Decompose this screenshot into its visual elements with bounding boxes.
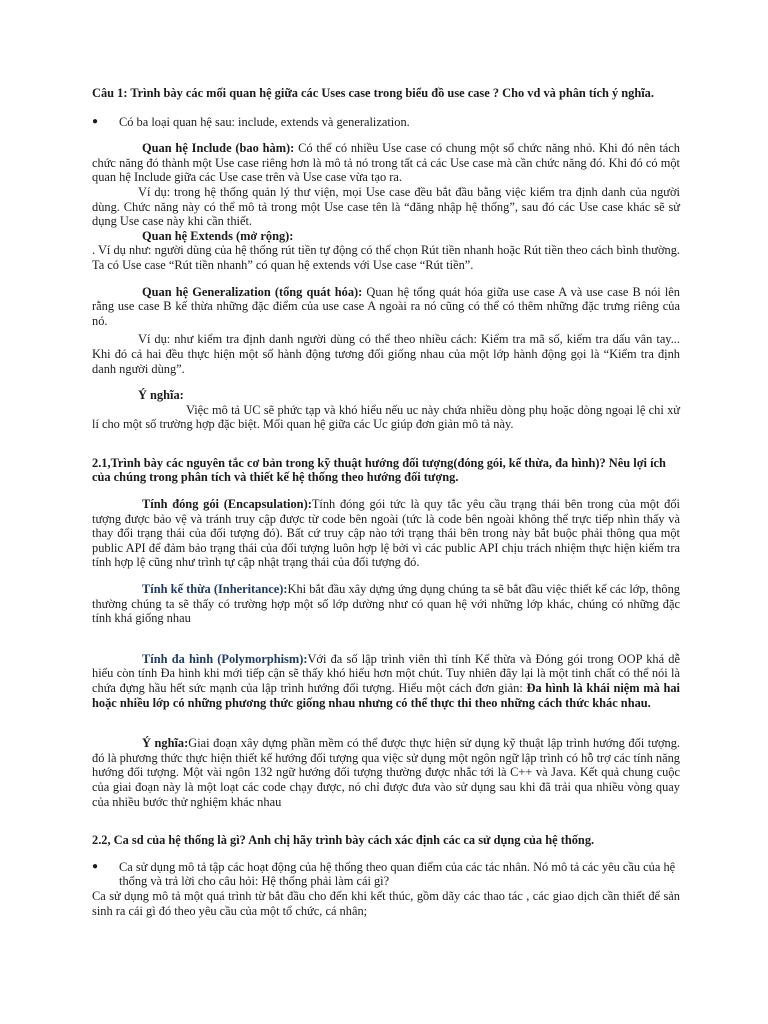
generalization-label: Quan hệ Generalization (tổng quát hóa):: [142, 284, 363, 299]
q22-heading: 2.2, Ca sd của hệ thống là gì? Anh chị hãy trình bày cách xác định các ca sử dụng của hệ thống.: [92, 833, 595, 848]
q1-bullet-item: [92, 115, 680, 130]
polymorphism-paragraph: [92, 652, 680, 710]
bullet-icon: ●: [92, 115, 99, 127]
q21-meaning-text: Giai đoạn xây dựng phần mềm có thể được thực hiện sử dụng kỹ thuật lập trình hướng đối tượng. đó là phương thức thực hiện thiết kế hướng đối tượng qua việc sử dụng một ngôn ngữ lập trình có hỗ trợ các tính năng hướng đối tượng. Một vài ngôn 132 ngữ hướng đối tượng thường được nhắc tới là C++ và Java. Kết quả chung cuộc của giai đoạn này là một loạt các code chạy được, nó chỉ được đưa vào sử dụng sau khi đã trải qua nhiều vòng quay của nhiều bước thử nghiệm khác nhau: [92, 736, 681, 809]
encapsulation-text: Tính đóng gói tức là quy tắc yêu cầu trạng thái bên trong của một đối tượng được bảo vệ và tránh truy cập được từ code bên ngoài (tức là code bên ngoài không thể trực tiếp nhìn thấy và thay đổi trạng thái của đối tượng đó). Bất cứ truy cập nào tới trạng thái bên trong này bắt buộc phải thông qua một public API để đảm bảo trạng thái của đối tượng luôn hợp lệ bởi vì các public API chịu trách nhiệm thực hiện kiểm tra tính hợp lệ cũng như trình tự cập nhật trạng thái của đối tượng đó.: [92, 497, 680, 570]
encapsulation-paragraph: [92, 497, 680, 570]
polymorphism-bold: Đa hình là khái niệm mà hai hoặc nhiều lớp có những phương thức giống nhau nhưng có thể thực thi theo những cách thức khác nhau.: [92, 681, 681, 710]
q1-bullet-text: Có ba loại quan hệ sau: include, extends và generalization.: [119, 114, 410, 129]
q22-bullet-text: Ca sử dụng mô tả tập các hoạt động của hệ thống theo quan điểm của các tác nhân. Nó mô tả các yêu cầu của hệ thống và trả lời cho câu hỏi: Hệ thống phải làm cái gì?: [119, 859, 676, 889]
inheritance-label: Tính kế thừa (Inheritance):: [142, 582, 288, 597]
polymorphism-text: Với đa số lập trình viên thì tính Kế thừa và Đóng gói trong OOP khá dễ hiểu còn tính Đa hình khi mới tiếp cận sẽ thấy khó hiểu hơn một chút. Tuy nhiên đây lại là một tinh chất có thể nói là chứa đựng hầu hết sức mạnh của lập trình hướng đối tượng. Hiểu một cách đơn giản:: [92, 651, 680, 695]
bullet-icon: ●: [92, 860, 99, 872]
q21-heading: 2.1,Trình bày các nguyên tắc cơ bản trong kỹ thuật hướng đối tượng(đóng gói, kế thừa, đa hình)? Nêu lợi ích của chúng trong phân tích và thiết kế hệ thống theo hướng đối tượng.: [92, 455, 666, 485]
q1-meaning-text: Việc mô tả UC sẽ phức tạp và khó hiểu nếu uc này chứa nhiều dòng phụ hoặc dòng ngoại lệ chỉ xử lí cho một số trường hợp đặc biệt. Mối quan hệ giữa các Uc giúp đơn giản mô tả này.: [92, 402, 680, 432]
include-paragraph: [92, 141, 680, 185]
inheritance-paragraph: [92, 582, 680, 626]
inheritance-text: Khi bắt đầu xây dựng ứng dụng chúng ta sẽ bắt đầu việc thiết kế các lớp, thông thường chúng ta sẽ thấy có trường hợp một số lớp dường như có quan hệ với những lớp khác, chúng có những đặc tính khá giống nhau: [92, 582, 680, 626]
include-label: Quan hệ Include (bao hàm):: [142, 141, 295, 156]
q22-paragraph: Ca sử dụng mô tả một quá trình từ bắt đầu cho đến khi kết thúc, gồm dãy các thao tác , các giao dịch cần thiết để sản sinh ra cái gì đó theo yêu cầu của một tổ chức, cá nhân;: [92, 888, 680, 918]
extends-label: Quan hệ Extends (mở rộng):: [142, 228, 294, 243]
q1-meaning-label: Ý nghĩa:: [138, 388, 184, 403]
generalization-text: Quan hệ tổng quát hóa giữa use case A và use case B nói lên rằng use case B kế thừa những đặc điểm của use case A ngoài ra nó cũng có thể có thêm những đặc trưng riêng của nó.: [92, 284, 681, 328]
q22-bullet-item: [92, 860, 680, 889]
q1-heading: Câu 1: Trình bày các mối quan hệ giữa các Uses case trong biểu đồ use case ? Cho vd và phân tích ý nghĩa.: [92, 86, 654, 100]
polymorphism-label: Tính đa hình (Polymorphism):: [142, 651, 308, 666]
include-text: Có thể có nhiều Use case có chung một số chức năng nhỏ. Khi đó nên tách chức năng đó thành một Use case riêng hơn là mô tả nó trong tất cả các Use case mà cần chức năng đó. Khi đó có một quan hệ Include giữa các Use case trên và Use case vừa tạo ra.: [92, 141, 680, 185]
q21-meaning-paragraph: [92, 736, 680, 809]
generalization-example: Ví dụ: như kiểm tra định danh người dùng có thể theo nhiều cách: Kiểm tra mã số, kiểm tra dấu vân tay... Khi đó cả hai đều thực hiện một số hành động tương đối giống nhau của một lớp hành động gọi là “Kiểm tra định danh người dùng”.: [92, 332, 680, 376]
q21-meaning-label: Ý nghĩa:: [142, 736, 189, 751]
generalization-paragraph: [92, 285, 680, 329]
include-example: Ví dụ: trong hệ thống quản lý thư viện, mọi Use case đều bắt đầu bằng việc kiểm tra định danh của người dùng. Chức năng này có thể mô tả trong một Use case tên là “đăng nhập hệ thống”, sau đó các Use case khác sẽ sử dụng Use case này khi cần thiết.: [92, 184, 680, 229]
encapsulation-label: Tính đóng gói (Encapsulation):: [142, 497, 312, 512]
extends-example: . Ví dụ như: người dùng của hệ thống rút tiền tự động có thể chọn Rút tiền nhanh hoặc Rút tiền theo cách bình thường. Ta có Use case “Rút tiền nhanh” có quan hệ extends với Use case “Rút tiền”.: [92, 243, 680, 272]
